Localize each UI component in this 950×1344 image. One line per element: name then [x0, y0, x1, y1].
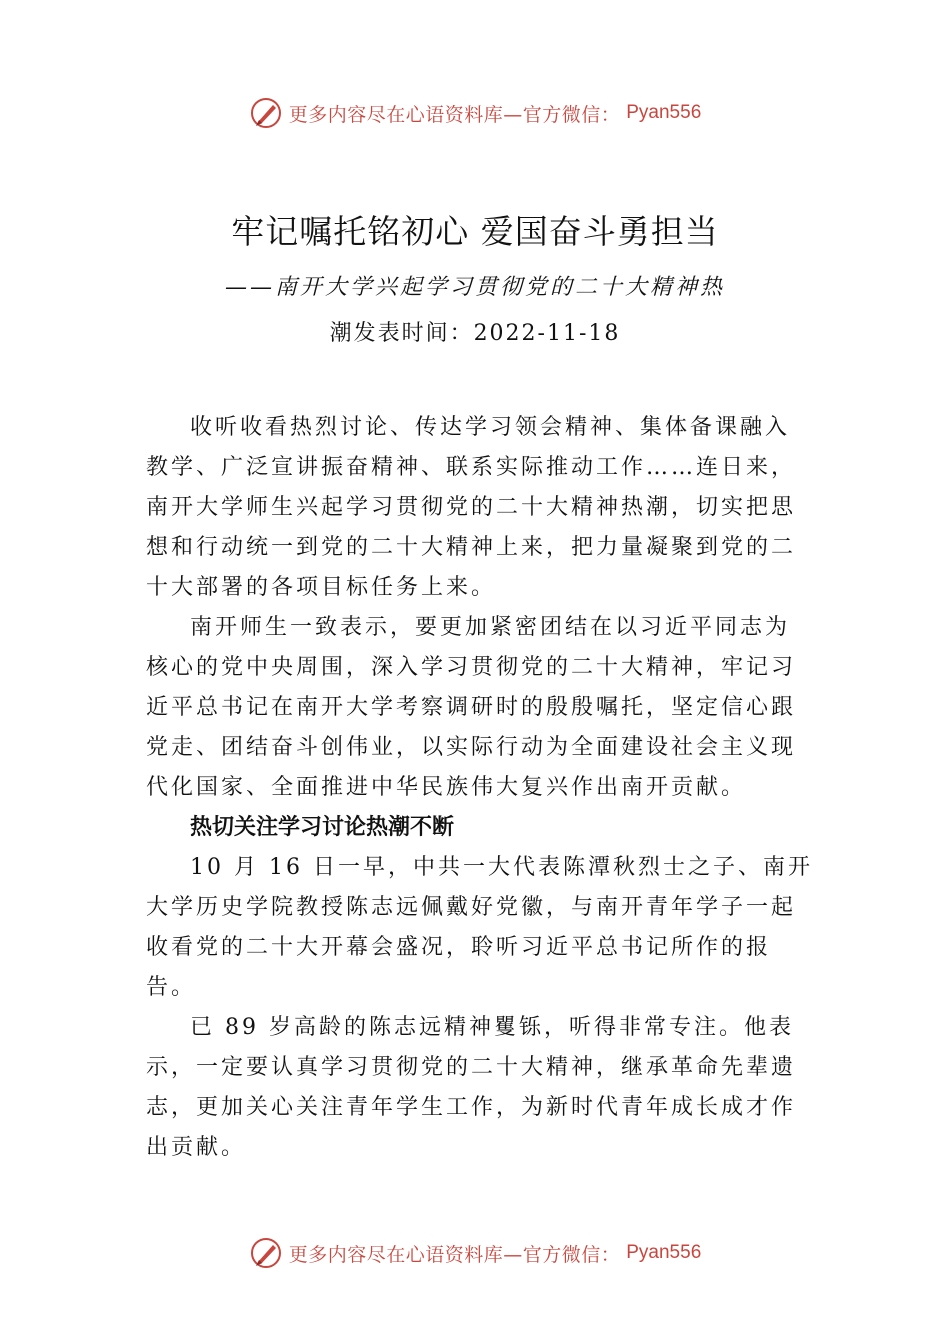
watermark-account: Pyan556	[626, 102, 702, 123]
article-title: 牢记嘱托铭初心 爱国奋斗勇担当	[231, 212, 719, 251]
article-body	[146, 408, 814, 1168]
section-heading: 热切关注学习讨论热潮不断	[190, 815, 455, 840]
paragraph: 收听收看热烈讨论、传达学习领会精神、集体备课融入教学、广泛宣讲振奋精神、联系实际推动工作……连日来， 南开大学师生兴起学习贯彻党的二十大精神热潮，切实把思想和行动统一到党的二十大精神上来，把力量凝聚到党的二十大部署的各项目标任务上来。	[146, 415, 797, 600]
footer-watermark	[0, 1236, 950, 1270]
article-subtitle: ——南开大学兴起学习贯彻党的二十大精神热	[224, 275, 725, 300]
quill-pen-logo-icon	[249, 1236, 283, 1270]
publish-date: 潮发表时间：2022-11-18	[329, 321, 621, 346]
paragraph: 10 月 16 日一早，中共一大代表陈潭秋烈士之子、南开大学历史学院教授陈志远佩戴好党徽，与南开青年学子一起 收看党的二十大开幕会盛况，聆听习近平总书记所作的报告。	[146, 855, 813, 1000]
header-watermark	[0, 96, 950, 130]
watermark-account: Pyan556	[626, 1242, 702, 1263]
paragraph: 已 89 岁高龄的陈志远精神矍铄，听得非常专注。他表示，一定要认真学习贯彻党的二十大精神，继承革命先辈遗志，更加关心关注青年学生工作，为新时代青年成长成才作出贡献。	[146, 1015, 797, 1160]
paragraph: 南开师生一致表示，要更加紧密团结在以习近平同志为核心的党中央周围，深入学习贯彻党的二十大精神，牢记习近平总书记在南开大学考察调研时的殷殷嘱托，坚定信心跟党走、团结奋斗创伟业，以实际行动为全面建设社会主义现代化国家、全面推进中华民族伟大复兴作出南开贡献。	[146, 615, 797, 800]
quill-pen-logo-icon	[249, 96, 283, 130]
watermark-text: 更多内容尽在心语资料库—官方微信：	[288, 1243, 621, 1266]
watermark-text: 更多内容尽在心语资料库—官方微信：	[288, 103, 621, 126]
